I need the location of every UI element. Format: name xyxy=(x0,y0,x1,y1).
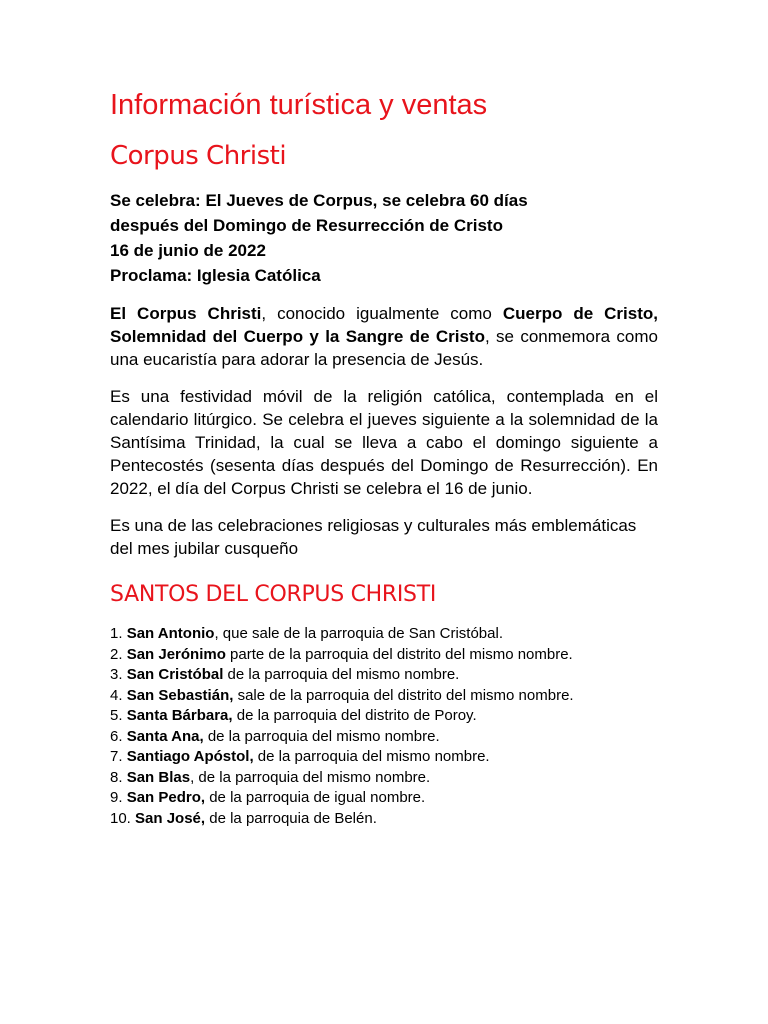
saint-item xyxy=(110,665,658,686)
saint-item xyxy=(110,727,658,748)
info-line-1: Se celebra: El Jueves de Corpus, se celebra 60 días xyxy=(110,191,528,210)
saint-number: 1. xyxy=(110,625,127,642)
intro-text-2: , se conmemora como una eucaristía para adorar la presencia de Jesús. xyxy=(110,327,658,369)
info-line-4: Proclama: Iglesia Católica xyxy=(110,266,321,285)
saint-description: de la parroquia del mismo nombre. xyxy=(223,666,460,683)
saint-item xyxy=(110,768,658,789)
saint-item xyxy=(110,788,658,809)
saint-item xyxy=(110,809,658,830)
saint-name: San Cristóbal xyxy=(126,666,224,683)
info-line-3: 16 de junio de 2022 xyxy=(110,241,266,260)
saint-description: de la parroquia del distrito de Poroy. xyxy=(232,707,477,724)
saint-item xyxy=(110,624,658,645)
saint-name: San Sebastián, xyxy=(126,686,234,704)
saint-name: San Blas xyxy=(126,768,191,786)
saint-number: 7. xyxy=(110,748,127,765)
document-page xyxy=(110,88,658,829)
page-title: Información turística y ventas xyxy=(110,89,488,121)
intro-bold-1: El Corpus Christi xyxy=(110,304,262,323)
saints-list xyxy=(110,624,658,829)
saint-item xyxy=(110,747,658,768)
saints-section-title: SANTOS DEL CORPUS CHRISTI xyxy=(110,582,437,607)
intro-text-1: , conocido igualmente como xyxy=(261,304,503,323)
saint-description: de la parroquia del mismo nombre. xyxy=(253,748,490,765)
saint-item xyxy=(110,706,658,727)
saint-number: 4. xyxy=(110,686,127,704)
saint-name: Santiago Apóstol, xyxy=(126,748,254,765)
page-subtitle: Corpus Christi xyxy=(110,141,287,171)
celebration-paragraph: Es una de las celebraciones religiosas y culturales más emblemáticas del mes jubilar cusqueño xyxy=(110,516,637,558)
saint-description: , que sale de la parroquia de San Cristóbal. xyxy=(214,625,503,642)
saint-description: de la parroquia de igual nombre. xyxy=(205,789,426,806)
saint-number: 2. xyxy=(110,645,127,663)
saint-name: San Jerónimo xyxy=(126,645,226,663)
event-info xyxy=(110,188,658,288)
saint-description: de la parroquia de Belén. xyxy=(205,809,377,827)
description-paragraph: Es una festividad móvil de la religión católica, contemplada en el calendario litúrgico. Se celebra el jueves siguiente a la solemnidad de la Santísima Trinidad, la cual se lleva a cabo el domingo siguiente a Pentecostés (sesenta días después del Domingo de Resurrección). En 2022, el día del Corpus Christi se celebra el 16 de junio. xyxy=(110,387,658,498)
intro-paragraph xyxy=(110,302,658,371)
saint-description: sale de la parroquia del distrito del mismo nombre. xyxy=(233,686,574,704)
saint-number: 8. xyxy=(110,768,127,786)
saint-number: 3. xyxy=(110,666,127,683)
saint-item xyxy=(110,686,658,707)
saint-name: Santa Ana, xyxy=(126,727,204,745)
intro-bold-2: Cuerpo de Cristo, Solemnidad del Cuerpo y la Sangre de Cristo xyxy=(110,304,658,346)
saint-item xyxy=(110,645,658,666)
saint-number: 6. xyxy=(110,727,127,745)
saint-description: , de la parroquia del mismo nombre. xyxy=(190,768,431,786)
info-line-2: después del Domingo de Resurrección de Cristo xyxy=(110,216,503,235)
saint-name: Santa Bárbara, xyxy=(126,707,233,724)
saint-number: 10. xyxy=(110,809,136,827)
saint-description: de la parroquia del mismo nombre. xyxy=(203,727,440,745)
saint-number: 9. xyxy=(110,789,127,806)
saint-description: parte de la parroquia del distrito del mismo nombre. xyxy=(225,645,573,663)
saint-name: San Antonio xyxy=(126,625,215,642)
saint-number: 5. xyxy=(110,707,127,724)
saint-name: San José, xyxy=(135,809,206,827)
saint-name: San Pedro, xyxy=(126,789,206,806)
